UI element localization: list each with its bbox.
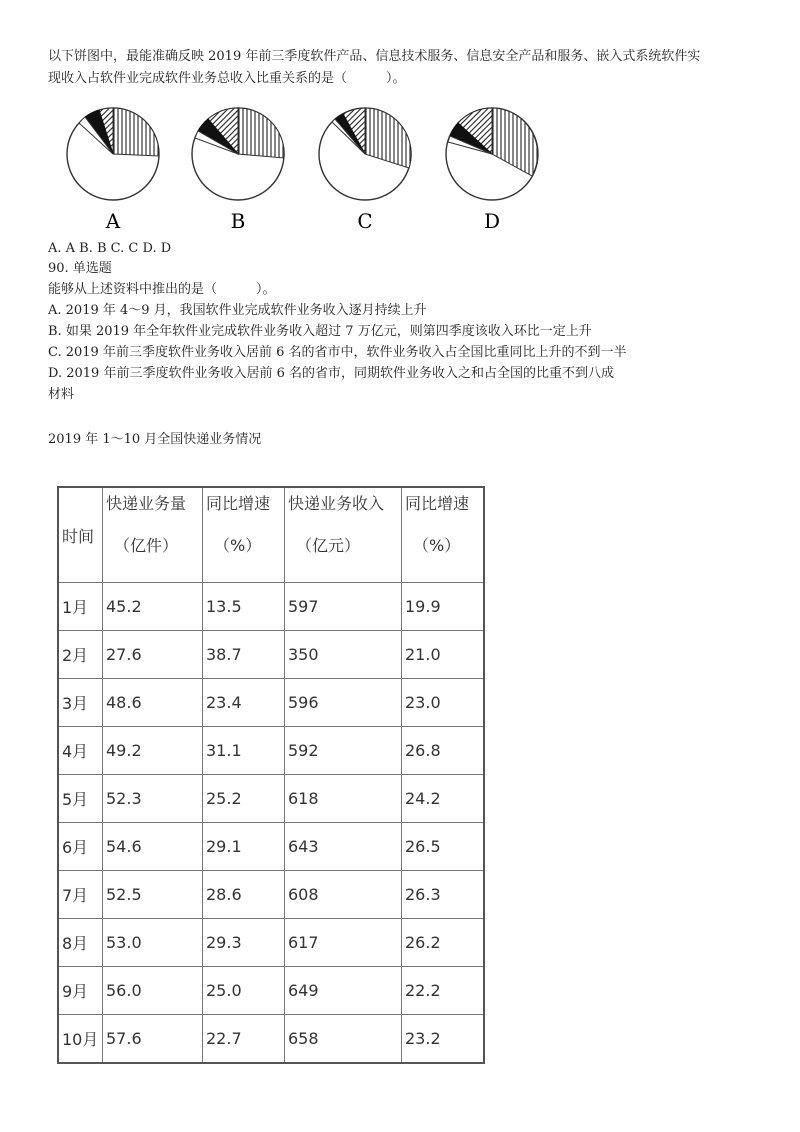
cell-revenue-growth: 23.2 <box>402 1015 485 1064</box>
answer-options: A. A B. B C. C D. D <box>48 241 172 256</box>
cell-volume-growth: 29.1 <box>203 823 285 871</box>
material-label: 材料 <box>48 387 75 402</box>
header-volume-growth-unit: （%） <box>214 536 262 555</box>
cell-revenue: 597 <box>285 583 402 631</box>
table-row <box>58 631 484 679</box>
cell-revenue-growth: 26.5 <box>402 823 485 871</box>
option-d: D. 2019 年前三季度软件业务收入居前 6 名的省市，同期软件业务收入之和占全国的比重不到八成 <box>48 366 614 381</box>
cell-month: 4月 <box>58 727 103 775</box>
table-row <box>58 583 484 631</box>
cell-month: 8月 <box>58 919 103 967</box>
cell-volume: 45.2 <box>103 583 203 631</box>
pie-a <box>67 108 159 200</box>
question-text-line2: 现收入占软件业完成软件业务总收入比重关系的是（ ）。 <box>48 71 406 86</box>
table-row <box>58 1015 484 1064</box>
pie-label-c: C <box>357 209 373 233</box>
header-revenue <box>285 487 402 583</box>
cell-volume-growth: 13.5 <box>203 583 285 631</box>
header-time <box>58 487 103 583</box>
cell-revenue-growth: 26.8 <box>402 727 485 775</box>
option-b: B. 如果 2019 年全年软件业完成软件业务收入超过 7 万亿元，则第四季度该收入环比一定上升 <box>48 324 592 339</box>
cell-revenue: 649 <box>285 967 402 1015</box>
table-row <box>58 919 484 967</box>
table-row <box>58 727 484 775</box>
table-header-row <box>58 487 484 583</box>
pie-label-a: A <box>105 209 121 233</box>
header-volume <box>103 487 203 583</box>
cell-volume: 49.2 <box>103 727 203 775</box>
table-row <box>58 967 484 1015</box>
table-row <box>58 775 484 823</box>
cell-revenue-growth: 19.9 <box>402 583 485 631</box>
table-row <box>58 679 484 727</box>
cell-volume: 54.6 <box>103 823 203 871</box>
cell-volume-growth: 22.7 <box>203 1015 285 1064</box>
cell-volume-growth: 28.6 <box>203 871 285 919</box>
cell-volume: 48.6 <box>103 679 203 727</box>
pie-label-d: D <box>483 209 501 233</box>
option-a: A. 2019 年 4～9 月，我国软件业完成软件业务收入逐月持续上升 <box>48 303 427 318</box>
cell-volume-growth: 25.0 <box>203 967 285 1015</box>
cell-volume-growth: 31.1 <box>203 727 285 775</box>
cell-month: 6月 <box>58 823 103 871</box>
table-row <box>58 823 484 871</box>
header-revenue-growth <box>402 487 485 583</box>
cell-revenue: 608 <box>285 871 402 919</box>
table-row <box>58 871 484 919</box>
cell-volume: 53.0 <box>103 919 203 967</box>
cell-volume: 57.6 <box>103 1015 203 1064</box>
pie-b <box>192 108 284 200</box>
cell-revenue-growth: 24.2 <box>402 775 485 823</box>
cell-month: 1月 <box>58 583 103 631</box>
cell-revenue: 617 <box>285 919 402 967</box>
pie-chart-options <box>60 100 560 240</box>
pie-c <box>319 108 411 200</box>
header-time-label: 时间 <box>62 526 95 546</box>
cell-month: 7月 <box>58 871 103 919</box>
cell-revenue-growth: 21.0 <box>402 631 485 679</box>
cell-month: 9月 <box>58 967 103 1015</box>
cell-volume: 52.3 <box>103 775 203 823</box>
header-revenue-growth-label: 同比增速 <box>405 494 470 513</box>
table-body <box>58 583 484 1064</box>
cell-revenue: 658 <box>285 1015 402 1064</box>
cell-volume-growth: 38.7 <box>203 631 285 679</box>
cell-revenue-growth: 22.2 <box>402 967 485 1015</box>
express-delivery-table <box>57 486 485 1064</box>
cell-revenue: 596 <box>285 679 402 727</box>
cell-month: 3月 <box>58 679 103 727</box>
header-revenue-unit: （亿元） <box>296 536 361 555</box>
cell-volume: 27.6 <box>103 631 203 679</box>
cell-revenue-growth: 26.3 <box>402 871 485 919</box>
header-volume-label: 快递业务量 <box>106 494 187 513</box>
cell-revenue: 643 <box>285 823 402 871</box>
cell-month: 5月 <box>58 775 103 823</box>
header-volume-unit: （亿件） <box>114 536 179 555</box>
pie-d <box>446 108 538 200</box>
cell-revenue: 618 <box>285 775 402 823</box>
cell-revenue-growth: 26.2 <box>402 919 485 967</box>
header-volume-growth-label: 同比增速 <box>206 494 271 513</box>
header-volume-growth <box>203 487 285 583</box>
question-number: 90. 单选题 <box>48 261 112 276</box>
cell-volume: 52.5 <box>103 871 203 919</box>
cell-revenue-growth: 23.0 <box>402 679 485 727</box>
option-c: C. 2019 年前三季度软件业务收入居前 6 名的省市中，软件业务收入占全国比重同比上升的不到一半 <box>48 345 627 360</box>
table-title: 2019 年 1～10 月全国快递业务情况 <box>48 432 262 447</box>
cell-revenue: 592 <box>285 727 402 775</box>
cell-volume-growth: 25.2 <box>203 775 285 823</box>
pie-label-b: B <box>230 209 246 233</box>
cell-volume-growth: 23.4 <box>203 679 285 727</box>
cell-revenue: 350 <box>285 631 402 679</box>
cell-volume: 56.0 <box>103 967 203 1015</box>
header-revenue-label: 快递业务收入 <box>288 494 385 513</box>
cell-volume-growth: 29.3 <box>203 919 285 967</box>
cell-month: 10月 <box>58 1015 103 1064</box>
question-stem: 能够从上述资料中推出的是（ ）。 <box>48 282 276 297</box>
cell-month: 2月 <box>58 631 103 679</box>
header-revenue-growth-unit: （%） <box>413 536 461 555</box>
question-text-line1: 以下饼图中，最能准确反映 2019 年前三季度软件产品、信息技术服务、信息安全产品和服务、嵌入式系统软件实 <box>48 49 701 64</box>
